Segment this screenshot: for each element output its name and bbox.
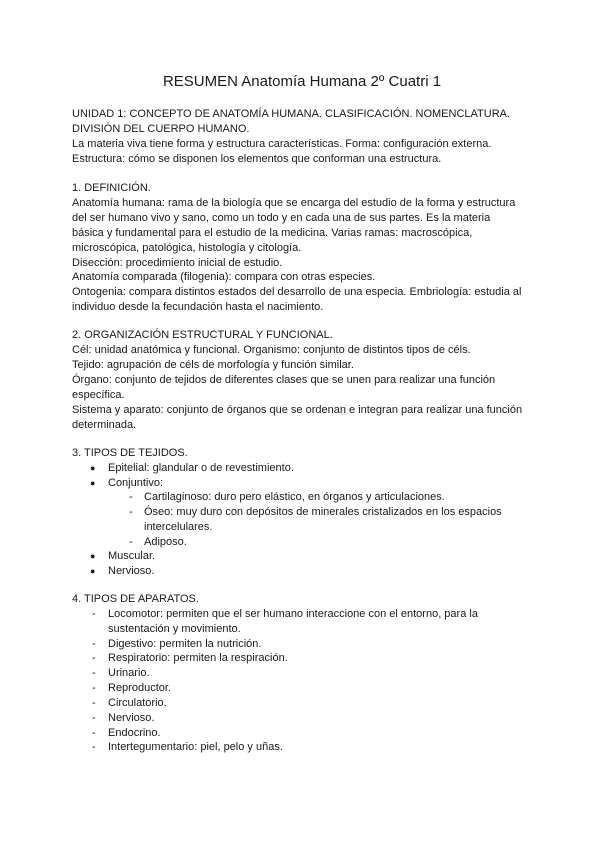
paragraph-line: individuo desde la fecundación hasta el nacimiento. [72,301,324,313]
list-item: Conjuntivo: [108,477,164,489]
dash-icon: - [92,682,96,694]
section-heading-definicion: 1. DEFINICIÓN. [72,182,151,194]
paragraph-line: Ontogenia: compara distintos estados del desarrollo de una especia. Embriología: estudia al [72,286,522,298]
unit-heading-line-2: DIVISIÓN DEL CUERPO HUMANO. [72,123,250,135]
unit-text-line: Estructura: cómo se disponen los elementos que conforman una estructura. [72,153,442,165]
bullet-icon: ● [90,478,96,488]
dash-icon: - [92,712,96,724]
unit-text-line: La materia viva tiene forma y estructura características. Forma: configuración externa. [72,138,492,150]
section-heading-aparatos: 4. TIPOS DE APARATOS. [72,593,199,605]
dash-icon: - [92,727,96,739]
document-title: RESUMEN Anatomía Humana 2º Cuatri 1 [162,73,442,90]
bullet-icon: ● [90,551,96,561]
bullet-icon: ● [90,463,96,473]
paragraph-line: del ser humano vivo y sano, como un todo y en cada una de sus partes. Es la materia [72,212,491,224]
sub-list-item: Óseo: muy duro con depósitos de minerales cristalizados en los espacios [144,506,502,518]
section-heading-tejidos: 3. TIPOS DE TEJIDOS. [72,447,188,459]
dash-icon: - [92,652,96,664]
list-item: Circulatorio. [108,697,167,709]
list-item: Respiratorio: permiten la respiración. [108,652,288,664]
paragraph-line: básica y fundamental para el estudio de la medicina. Varias ramas: macroscópica, [72,227,473,239]
paragraph-line: Anatomía comparada (filogenia): compara con otras especies. [72,271,376,283]
paragraph-line: Tejido: agrupación de céls de morfología y función similar. [72,359,354,371]
list-item: Endocrino. [108,727,161,739]
dash-icon: - [92,697,96,709]
dash-icon: - [129,536,133,548]
paragraph-line: Cél: unidad anatómica y funcional. Organismo: conjunto de distintos tipos de céls. [72,344,471,356]
list-item: Urinario. [108,667,150,679]
dash-icon: - [129,506,133,518]
list-item-continuation: sustentación y movimiento. [108,623,241,635]
list-item: Locomotor: permiten que el ser humano interaccione con el entorno, para la [108,608,478,620]
paragraph-line: Anatomía humana: rama de la biología que se encarga del estudio de la forma y estructura [72,197,516,209]
paragraph-line: Órgano: conjunto de tejidos de diferentes clases que se unen para realizar una función [72,374,496,386]
paragraph-line: Disección: procedimiento inicial de estudio. [72,257,283,269]
dash-icon: - [92,638,96,650]
sub-list-item: Cartilaginoso: duro pero elástico, en órganos y articulaciones. [144,491,445,503]
paragraph-line: determinada. [72,419,137,431]
list-item: Muscular. [108,550,156,562]
dash-icon: - [92,667,96,679]
list-item: Nervioso. [108,565,155,577]
list-item: Intertegumentario: piel, pelo y uñas. [108,741,283,753]
list-item: Digestivo: permiten la nutrición. [108,638,262,650]
list-item: Reproductor. [108,682,171,694]
sub-list-item: Adiposo. [144,536,187,548]
unit-heading-line-1: UNIDAD 1: CONCEPTO DE ANATOMÍA HUMANA. CLASIFICACIÓN. NOMENCLATURA. [72,108,511,120]
paragraph-line: Sistema y aparato: conjunto de órganos que se ordenan e integran para realizar una función [72,404,523,416]
sub-list-item-continuation: intercelulares. [144,521,213,533]
paragraph-line: microscópica, patológica, histología y citología. [72,242,302,254]
dash-icon: - [129,491,133,503]
list-item: Nervioso. [108,712,155,724]
bullet-icon: ● [90,566,96,576]
dash-icon: - [92,741,96,753]
dash-icon: - [92,608,96,620]
list-item: Epitelial: glandular o de revestimiento. [108,462,294,474]
section-heading-organizacion: 2. ORGANIZACIÓN ESTRUCTURAL Y FUNCIONAL. [72,329,333,341]
paragraph-line: específica. [72,389,125,401]
